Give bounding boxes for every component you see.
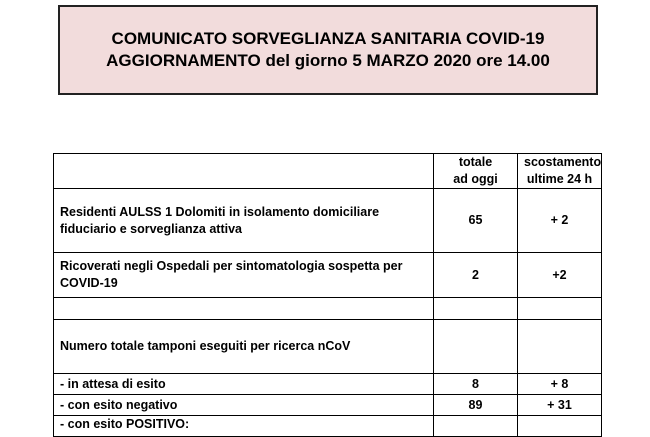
row-label: Ricoverati negli Ospedali per sintomatologia sospetta per COVID-19	[54, 253, 434, 298]
table-row	[54, 416, 602, 437]
row-label: - con esito negativo	[54, 395, 434, 416]
row-delta: + 2	[518, 189, 602, 253]
row-delta	[518, 298, 602, 320]
row-delta: +2	[518, 253, 602, 298]
row-label: Numero totale tamponi eseguiti per ricerca nCoV	[54, 320, 434, 374]
table-row	[54, 320, 602, 374]
row-total: 2	[434, 253, 518, 298]
row-delta	[518, 416, 602, 437]
header-cell-scostamento	[518, 154, 602, 189]
row-label: Residenti AULSS 1 Dolomiti in isolamento domiciliare fiduciario e sorveglianza attiva	[54, 189, 434, 253]
table-row	[54, 395, 602, 416]
report-table	[53, 153, 602, 437]
table-header-row	[54, 154, 602, 189]
header-totale-line1: totale	[458, 155, 493, 169]
row-total	[434, 416, 518, 437]
row-delta: + 31	[518, 395, 602, 416]
row-total: 65	[434, 189, 518, 253]
header-cell-totale	[434, 154, 518, 189]
row-total	[434, 298, 518, 320]
title-line-1: COMUNICATO SORVEGLIANZA SANITARIA COVID-19	[111, 29, 545, 48]
table-row	[54, 374, 602, 395]
header-cell-empty	[54, 154, 434, 189]
row-total: 89	[434, 395, 518, 416]
row-total	[434, 320, 518, 374]
title-box	[58, 5, 598, 95]
table-row	[54, 253, 602, 298]
table-row	[54, 189, 602, 253]
title-line-2: AGGIORNAMENTO del giorno 5 MARZO 2020 ore 14.00	[106, 51, 550, 70]
header-scost-line2: ultime 24 h	[526, 172, 593, 186]
table-row-empty	[54, 298, 602, 320]
row-delta: + 8	[518, 374, 602, 395]
row-label	[54, 298, 434, 320]
row-delta	[518, 320, 602, 374]
header-scost-line1: scostamento	[524, 155, 602, 169]
header-totale-line2: ad oggi	[453, 172, 498, 186]
row-label: - in attesa di esito	[54, 374, 434, 395]
row-label: - con esito POSITIVO:	[54, 416, 434, 437]
row-total: 8	[434, 374, 518, 395]
